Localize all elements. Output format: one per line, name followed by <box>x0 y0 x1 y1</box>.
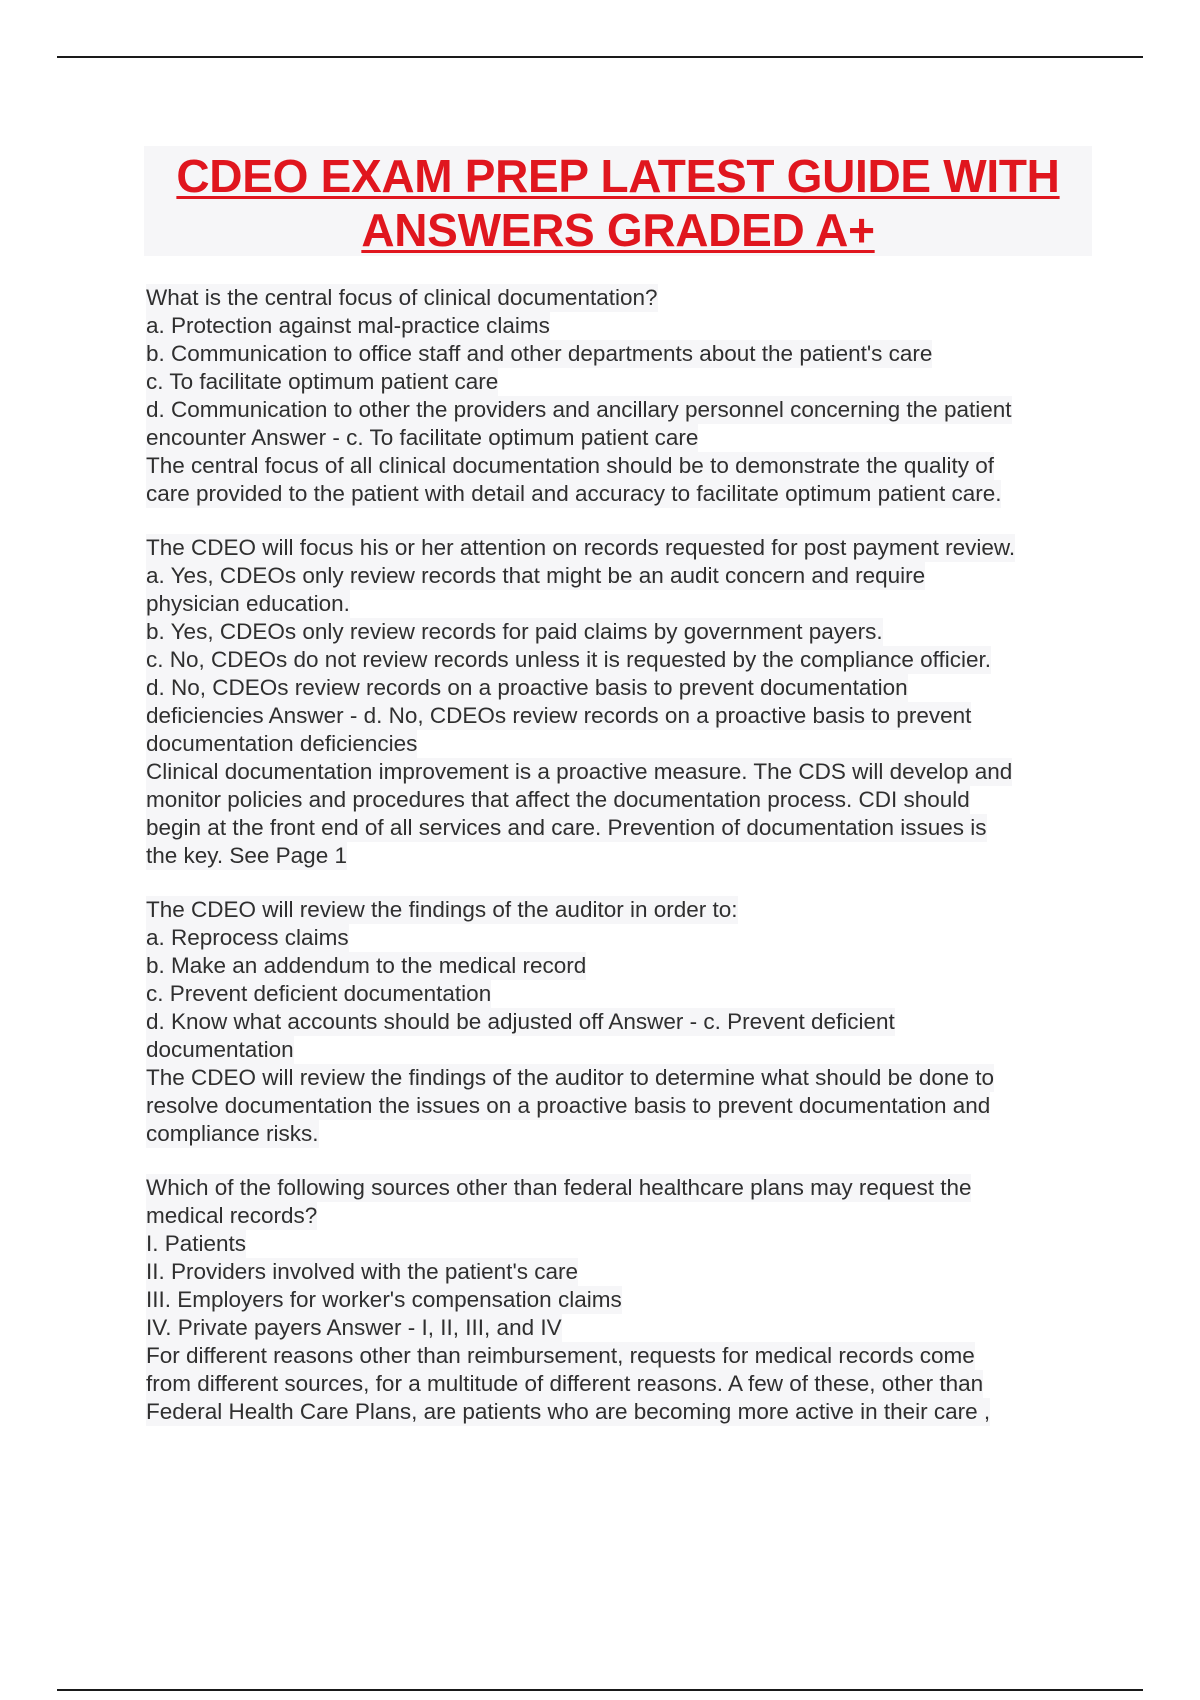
text-line: compliance risks. <box>146 1121 319 1146</box>
text-line: Federal Health Care Plans, are patients who are becoming more active in their care , <box>146 1399 991 1424</box>
text-line: the key. See Page 1 <box>146 843 347 868</box>
text-line: IV. Private payers Answer - I, II, III, and IV <box>146 1315 562 1340</box>
text-line: The CDEO will focus his or her attention on records requested for post payment review. <box>146 535 1016 560</box>
question-block-1 <box>146 284 1096 508</box>
text-line: monitor policies and procedures that affect the documentation process. CDI should <box>146 787 970 812</box>
text-line: b. Yes, CDEOs only review records for paid claims by government payers. <box>146 619 883 644</box>
text-line: medical records? <box>146 1203 318 1228</box>
text-line: a. Reprocess claims <box>146 925 349 950</box>
text-line: d. No, CDEOs review records on a proactive basis to prevent documentation <box>146 675 908 700</box>
text-line: resolve documentation the issues on a proactive basis to prevent documentation and <box>146 1093 991 1118</box>
question-block-2 <box>146 534 1096 870</box>
document-body <box>146 284 1096 1452</box>
text-line: c. Prevent deficient documentation <box>146 981 492 1006</box>
question-block-4 <box>146 1174 1096 1426</box>
title-line-2: ANSWERS GRADED A+ <box>361 204 875 256</box>
title-line-1: CDEO EXAM PREP LATEST GUIDE WITH <box>176 150 1060 202</box>
text-line: I. Patients <box>146 1231 247 1256</box>
text-line: from different sources, for a multitude of different reasons. A few of these, other than <box>146 1371 984 1396</box>
text-line: The CDEO will review the findings of the auditor to determine what should be done to <box>146 1065 994 1090</box>
question-block-3 <box>146 896 1096 1148</box>
text-line: The central focus of all clinical documentation should be to demonstrate the quality of <box>146 453 994 478</box>
text-line: physician education. <box>146 591 350 616</box>
text-line: documentation <box>146 1037 294 1062</box>
text-line: c. To facilitate optimum patient care <box>146 369 499 394</box>
text-line: What is the central focus of clinical documentation? <box>146 285 658 310</box>
title-box <box>144 146 1092 256</box>
text-line: c. No, CDEOs do not review records unless it is requested by the compliance officier. <box>146 647 991 672</box>
text-line: b. Communication to office staff and other departments about the patient's care <box>146 341 933 366</box>
document-title <box>144 146 1092 257</box>
text-line: a. Yes, CDEOs only review records that might be an audit concern and require <box>146 563 926 588</box>
text-line: begin at the front end of all services and care. Prevention of documentation issues is <box>146 815 987 840</box>
text-line: care provided to the patient with detail and accuracy to facilitate optimum patient care. <box>146 481 1002 506</box>
text-line: The CDEO will review the findings of the auditor in order to: <box>146 897 738 922</box>
text-line: documentation deficiencies <box>146 731 418 756</box>
text-line: deficiencies Answer - d. No, CDEOs review records on a proactive basis to prevent <box>146 703 972 728</box>
text-line: For different reasons other than reimbursement, requests for medical records come <box>146 1343 975 1368</box>
header-rule <box>57 56 1143 58</box>
text-line: d. Know what accounts should be adjusted off Answer - c. Prevent deficient <box>146 1009 895 1034</box>
text-line: II. Providers involved with the patient's care <box>146 1259 579 1284</box>
footer-rule <box>57 1689 1143 1691</box>
text-line: Which of the following sources other than federal healthcare plans may request the <box>146 1175 972 1200</box>
text-line: a. Protection against mal-practice claims <box>146 313 550 338</box>
text-line: Clinical documentation improvement is a proactive measure. The CDS will develop and <box>146 759 1013 784</box>
text-line: III. Employers for worker's compensation claims <box>146 1287 622 1312</box>
text-line: encounter Answer - c. To facilitate optimum patient care <box>146 425 699 450</box>
text-line: d. Communication to other the providers and ancillary personnel concerning the patient <box>146 397 1012 422</box>
text-line: b. Make an addendum to the medical record <box>146 953 587 978</box>
